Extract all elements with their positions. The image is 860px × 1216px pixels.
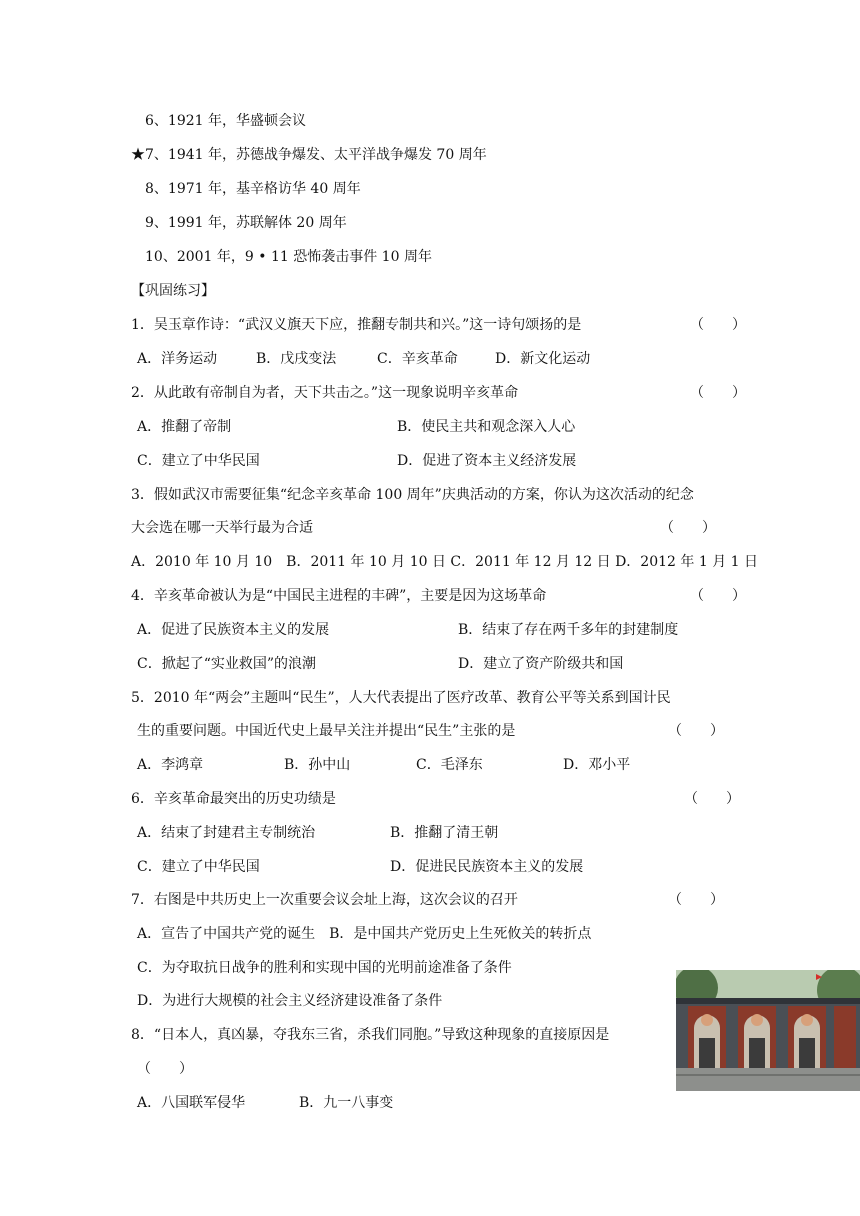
option: A．推翻了帝制 (137, 419, 232, 435)
answer-blank: （ ） (684, 791, 740, 807)
question-stem: 3．假如武汉市需要征集“纪念辛亥革命 100 周年”庆典活动的方案，你认为这次活动的纪念 (131, 487, 694, 503)
option: C．为夺取抗日战争的胜利和实现中国的光明前途准备了条件 (137, 960, 512, 976)
option: B．孙中山 (284, 757, 351, 773)
event-item-starred: ★7、1941 年，苏德战争爆发、太平洋战争爆发 70 周年 (131, 147, 487, 163)
answer-blank: （ ） (690, 588, 746, 604)
answer-blank: （ ） (668, 892, 724, 908)
question-stem: 2．从此敢有帝制自为者，天下共击之。”这一现象说明辛亥革命 (131, 385, 519, 401)
option: D．建立了资产阶级共和国 (458, 656, 624, 672)
option: A．促进了民族资本主义的发展 (137, 622, 330, 638)
question-stem: 7．右图是中共历史上一次重要会议会址上海，这次会议的召开 (131, 892, 518, 908)
option: C．建立了中华民国 (137, 453, 260, 469)
option: D．促进了资本主义经济发展 (397, 453, 577, 469)
event-item: 6、1921 年，华盛顿会议 (145, 113, 306, 129)
options-row: A．2010 年 10 月 10 B．2011 年 10 月 10 日 C．2011 年 12 月 12 日 D．2012 年 1 月 1 日 (131, 554, 759, 570)
question-stem-cont: 大会选在哪一天举行最为合适 (131, 520, 313, 536)
option: C．毛泽东 (416, 757, 483, 773)
event-item: 9、1991 年，苏联解体 20 周年 (145, 215, 347, 231)
option: A．结束了封建君主专制统治 (137, 825, 316, 841)
question-stem: 8．“日本人，真凶暴，夺我东三省，杀我们同胞。”导致这种现象的直接原因是 (131, 1027, 610, 1043)
option: C．建立了中华民国 (137, 859, 260, 875)
meeting-site-photo (676, 970, 860, 1091)
option: B．戊戌变法 (256, 351, 337, 367)
answer-blank: （ ） (668, 723, 724, 739)
option: A．洋务运动 (137, 351, 218, 367)
question-stem-cont: 生的重要问题。中国近代史上最早关注并提出“民生”主张的是 (137, 723, 516, 739)
question-stem: 5．2010 年“两会”主题叫“民生”，人大代表提出了医疗改革、教育公平等关系到国计民 (131, 690, 671, 706)
option: A．宣告了中国共产党的诞生 B．是中国共产党历史上生死攸关的转折点 (137, 926, 592, 942)
option: B．结束了存在两千多年的封建制度 (458, 622, 679, 638)
option: C．掀起了“实业救国”的浪潮 (137, 656, 317, 672)
option: C．辛亥革命 (377, 351, 458, 367)
event-item: 10、2001 年，9 • 11 恐怖袭击事件 10 周年 (145, 249, 432, 265)
event-item: 8、1971 年，基辛格访华 40 周年 (145, 181, 361, 197)
option: A．李鸿章 (137, 757, 204, 773)
answer-blank: （ ） (137, 1061, 193, 1077)
option: D．促进民民族资本主义的发展 (390, 859, 584, 875)
answer-blank: （ ） (690, 317, 746, 333)
option: D．为进行大规模的社会主义经济建设准备了条件 (137, 993, 443, 1009)
section-title: 【巩固练习】 (131, 283, 215, 299)
option: A．八国联军侵华 (137, 1095, 246, 1111)
question-stem: 4．辛亥革命被认为是“中国民主进程的丰碑”，主要是因为这场革命 (131, 588, 547, 604)
option: B．使民主共和观念深入人心 (397, 419, 576, 435)
option: D．新文化运动 (495, 351, 591, 367)
question-stem: 6．辛亥革命最突出的历史功绩是 (131, 791, 336, 807)
option: D．邓小平 (563, 757, 631, 773)
answer-blank: （ ） (690, 385, 746, 401)
answer-blank: （ ） (660, 520, 716, 536)
option: B．九一八事变 (299, 1095, 394, 1111)
question-stem: 1．吴玉章作诗：“武汉义旗天下应，推翻专制共和兴。”这一诗句颂扬的是 (131, 317, 582, 333)
option: B．推翻了清王朝 (390, 825, 499, 841)
